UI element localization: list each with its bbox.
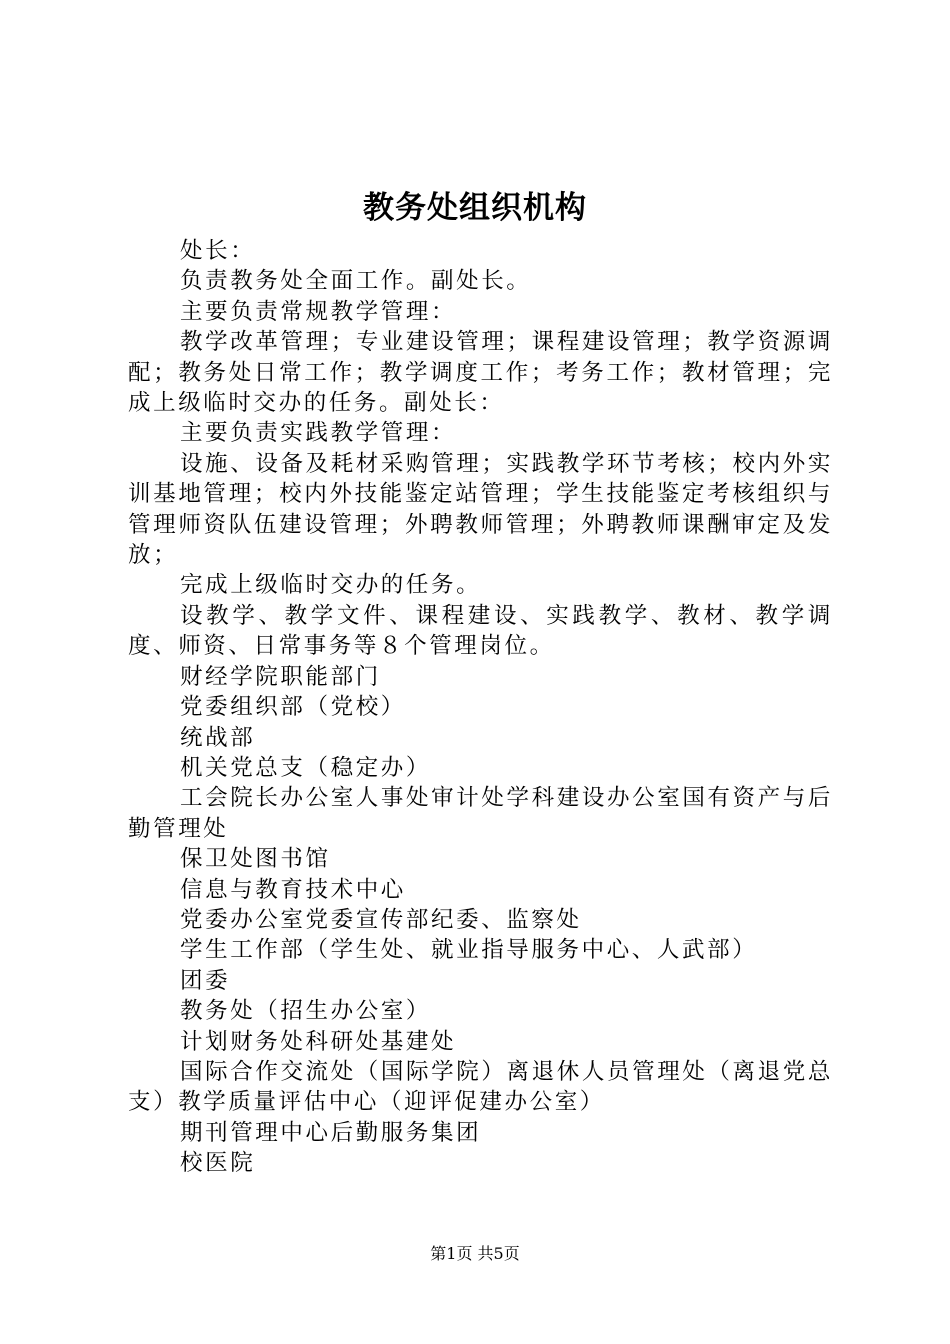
- paragraph: 教务处（招生办公室）: [180, 998, 432, 1025]
- paragraph: 主要负责实践教学管理：: [180, 420, 457, 447]
- paragraph: 国际合作交流处（国际学院）离退休人员管理处（离退党总支）教学质量评估中心（迎评促建办公室）: [128, 1058, 833, 1116]
- paragraph: 财经学院职能部门: [180, 663, 381, 690]
- paragraph: 统战部: [180, 724, 256, 751]
- paragraph: 设施、设备及耗材采购管理；实践教学环节考核；校内外实训基地管理；校内外技能鉴定站管理；学生技能鉴定考核组织与管理师资队伍建设管理；外聘教师管理；外聘教师课酬审定及发放；: [128, 450, 833, 569]
- paragraph: 完成上级临时交办的任务。: [180, 572, 482, 599]
- paragraph: 期刊管理中心后勤服务集团: [180, 1119, 482, 1146]
- paragraph: 工会院长办公室人事处审计处学科建设办公室国有资产与后勤管理处: [128, 785, 833, 842]
- paragraph: 主要负责常规教学管理：: [180, 298, 457, 325]
- paragraph: 党委组织部（党校）: [180, 694, 406, 721]
- paragraph: 保卫处图书馆: [180, 846, 331, 873]
- paragraph: 学生工作部（学生处、就业指导服务中心、人武部）: [180, 937, 758, 964]
- paragraph: 负责教务处全面工作。副处长。: [180, 268, 532, 295]
- document-body: [128, 236, 833, 1179]
- paragraph: 团委: [180, 967, 231, 994]
- paragraph: 信息与教育技术中心: [180, 876, 406, 903]
- document-title: 教务处组织机构: [363, 190, 587, 226]
- page-footer: 第1页 共5页: [430, 1244, 520, 1263]
- paragraph: 计划财务处科研处基建处: [180, 1028, 457, 1055]
- paragraph: 校医院: [180, 1150, 256, 1177]
- paragraph: 党委办公室党委宣传部纪委、监察处: [180, 906, 582, 933]
- paragraph: 处长：: [180, 238, 256, 264]
- paragraph: 设教学、教学文件、课程建设、实践教学、教材、教学调度、师资、日常事务等８个管理岗位。: [128, 602, 833, 660]
- paragraph: 教学改革管理；专业建设管理；课程建设管理；教学资源调配；教务处日常工作；教学调度工作；考务工作；教材管理；完成上级临时交办的任务。副处长：: [128, 329, 833, 417]
- paragraph: 机关党总支（稳定办）: [180, 754, 432, 781]
